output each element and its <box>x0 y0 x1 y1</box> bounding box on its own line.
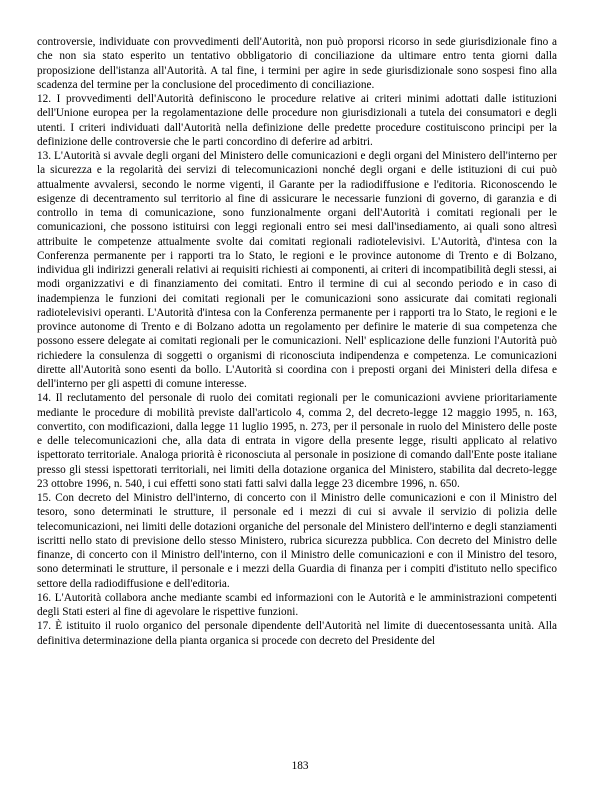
page-number: 183 <box>291 760 309 772</box>
paragraph-13: 13. L'Autorità si avvale degli organi del Ministero delle comunicazioni e degli organi del Ministero dell'interno per la sicurezza e la regolarità dei servizi di telecomunicazioni nonché degli organi e delle istituzioni di cui può attualmente avvalersi, secondo le norme vigenti, il Garante per la radiodiffusione e l'editoria. Riconoscendo le esigenze di decentramento sul territorio al fine di assicurare le necessarie funzioni di governo, di garanzia e di controllo in tema di comunicazione, sono funzionalmente organi dell'Autorità i comitati regionali per le comunicazioni, che possono istituirsi con leggi regionali entro sei mesi dall'insediamento, ai quali sono altresì attribuite le competenze attualmente svolte dai comitati regionali radiotelevisivi. L'Autorità, d'intesa con la Conferenza permanente per i rapporti tra lo Stato, le regioni e le province autonome di Trento e di Bolzano, individua gli indirizzi generali relativi ai requisiti richiesti ai componenti, ai criteri di incompatibilità degli stessi, ai modi organizzativi e di finanziamento dei comitati. Entro il termine di cui al secondo periodo e in caso di inadempienza le funzioni dei comitati regionali per le comunicazioni sono assicurate dai comitati regionali radiotelevisivi operanti. L'Autorità d'intesa con la Conferenza permanente per i rapporti tra lo Stato, le regioni e le province autonome di Trento e di Bolzano adotta un regolamento per definire le materie di sua competenza che possono essere delegate ai comitati regionali per le comunicazioni. Nell' esplicazione delle funzioni l'Autorità può richiedere la consulenza di soggetti o organismi di riconosciuta indipendenza e competenza. Le comunicazioni dirette all'Autorità sono esenti da bollo. L'Autorità si coordina con i preposti organi dei Ministeri della difesa e dell'interno per gli aspetti di comune interesse. <box>37 150 557 390</box>
paragraph-17: 17. È istituito il ruolo organico del personale dipendente dell'Autorità nel limite di duecentosessanta unità. Alla definitiva determinazione della pianta organica si procede con decreto del Presidente del <box>37 620 557 647</box>
paragraph-continuation: controversie, individuate con provvedimenti dell'Autorità, non può proporsi ricorso in sede giurisdizionale fino a che non sia stato esperito un tentativo obbligatorio di conciliazione da ultimare entro tenta giorni dalla proposizione dell'istanza all'Autorità. A tal fine, i termini per agire in sede giurisdizionale sono sospesi fino alla scadenza del termine per la conclusione del procedimento di conciliazione. <box>37 36 557 91</box>
paragraph-15: 15. Con decreto del Ministro dell'interno, di concerto con il Ministro delle comunicazioni e con il Ministro del tesoro, sono determinati le strutture, il personale ed i mezzi di cui si avvale il servizio di polizia delle telecomunicazioni, nei limiti delle dotazioni organiche del personale del Ministero dell'interno e degli stanziamenti iscritti nello stato di previsione dello stesso Ministero, rubrica sicurezza pubblica. Con decreto del Ministro delle finanze, di concerto con il Ministro dell'interno, con il Ministro delle comunicazioni e con il Ministro del tesoro, sono determinati le strutture, il personale e i mezzi della Guardia di finanza per i compiti d'istituto nello specifico settore della radiodiffusione e dell'editoria. <box>37 492 557 590</box>
paragraph-16: 16. L'Autorità collabora anche mediante scambi ed informazioni con le Autorità e le amministrazioni competenti degli Stati esteri al fine di agevolare le rispettive funzioni. <box>37 591 557 618</box>
body-text <box>37 35 557 648</box>
paragraph-12: 12. I provvedimenti dell'Autorità definiscono le procedure relative ai criteri minimi adottati dalle istituzioni dell'Unione europea per la regolamentazione delle procedure non giurisdizionali a tutela dei consumatori e degli utenti. I criteri individuati dall'Autorità nella definizione delle predette procedure costituiscono principi per la definizione delle controversie che le parti concordino di deferire ad arbitri. <box>37 93 557 148</box>
paragraph-14: 14. Il reclutamento del personale di ruolo dei comitati regionali per le comunicazioni avviene prioritariamente mediante le procedure di mobilità previste dall'articolo 4, comma 2, del decreto-legge 12 maggio 1995, n. 163, convertito, con modificazioni, dalla legge 11 luglio 1995, n. 273, per il personale in ruolo del Ministero delle poste e delle telecomunicazioni che, alla data di entrata in vigore della presente legge, risulti applicato al relativo ispettorato territoriale. Analoga priorità è riconosciuta al personale in posizione di comando dall'Ente poste italiane presso gli stessi ispettorati territoriali, nei limiti della dotazione organica del Ministero, stabilita dal decreto-legge 23 ottobre 1996, n. 540, i cui effetti sono stati fatti salvi dalla legge 23 dicembre 1996, n. 650. <box>37 392 557 490</box>
